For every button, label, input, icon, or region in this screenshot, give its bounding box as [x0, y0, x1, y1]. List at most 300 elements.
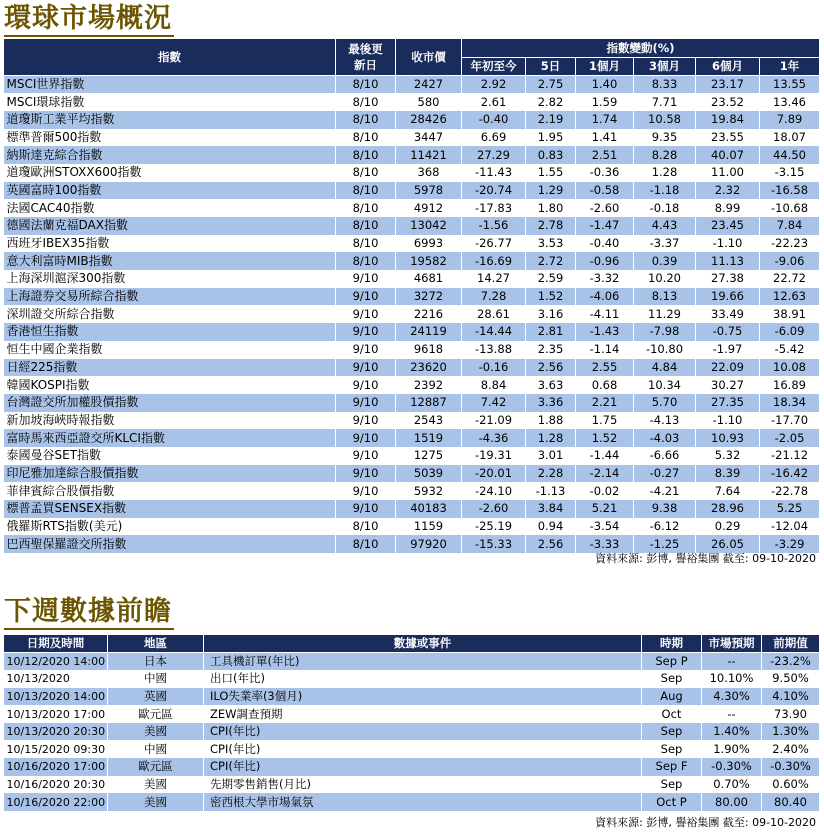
event-forecast: -0.30%	[702, 758, 762, 776]
last-update: 9/10	[336, 305, 396, 323]
change-1y: -3.15	[760, 164, 820, 182]
table-row	[4, 76, 820, 94]
change-6m: 33.49	[696, 305, 760, 323]
close-price: 580	[396, 93, 462, 111]
change-5d: -1.13	[526, 482, 576, 500]
last-update: 8/10	[336, 111, 396, 129]
change-3m: 11.29	[634, 305, 696, 323]
change-1y: 7.84	[760, 217, 820, 235]
change-ytd: -0.16	[462, 359, 526, 377]
table-row	[4, 252, 820, 270]
change-1m: 2.21	[576, 394, 634, 412]
change-1m: 2.55	[576, 359, 634, 377]
change-5d: 0.94	[526, 518, 576, 536]
event-region: 美國	[108, 723, 204, 741]
table-row	[4, 270, 820, 288]
change-1m: 1.59	[576, 93, 634, 111]
event-datetime: 10/16/2020 17:00	[4, 758, 108, 776]
change-6m: 10.93	[696, 429, 760, 447]
event-name: CPI(年比)	[204, 740, 642, 758]
index-name: 納斯達克綜合指數	[4, 146, 336, 164]
change-5d: 2.78	[526, 217, 576, 235]
close-price: 3272	[396, 288, 462, 306]
index-name: 標準普爾500指數	[4, 129, 336, 147]
market-source-note: 資料來源: 彭博, 譽裕集團 截至: 09-10-2020	[595, 552, 816, 565]
last-update: 8/10	[336, 217, 396, 235]
index-name: 台灣證交所加權股價指數	[4, 394, 336, 412]
change-6m: -1.10	[696, 235, 760, 253]
change-ytd: -4.36	[462, 429, 526, 447]
close-price: 3447	[396, 129, 462, 147]
change-5d: 2.72	[526, 252, 576, 270]
change-5d: 3.84	[526, 500, 576, 518]
table-row	[4, 740, 820, 758]
event-forecast: 0.70%	[702, 776, 762, 794]
event-region: 美國	[108, 776, 204, 794]
change-3m: -3.37	[634, 235, 696, 253]
change-5d: 1.80	[526, 199, 576, 217]
table-row	[4, 359, 820, 377]
index-name: 德國法蘭克福DAX指數	[4, 217, 336, 235]
event-period: Sep F	[642, 758, 702, 776]
event-datetime: 10/12/2020 14:00	[4, 653, 108, 671]
change-1m: 2.51	[576, 146, 634, 164]
event-name: 工具機訂單(年比)	[204, 653, 642, 671]
change-1m: -4.06	[576, 288, 634, 306]
change-5d: 0.83	[526, 146, 576, 164]
index-name: 香港恒生指數	[4, 323, 336, 341]
index-name: 俄羅斯RTS指數(美元)	[4, 518, 336, 536]
header-6m: 6個月	[696, 58, 760, 76]
table-row	[4, 323, 820, 341]
header-index: 指數	[4, 39, 336, 76]
last-update: 8/10	[336, 182, 396, 200]
event-name: 密西根大學市場氣氛	[204, 793, 642, 811]
change-3m: -0.27	[634, 465, 696, 483]
table-row	[4, 217, 820, 235]
change-6m: 23.45	[696, 217, 760, 235]
change-1m: -2.14	[576, 465, 634, 483]
change-6m: 22.09	[696, 359, 760, 377]
header-forecast: 市場預期	[702, 635, 762, 653]
change-1y: 18.34	[760, 394, 820, 412]
table-row	[4, 758, 820, 776]
change-1m: -1.43	[576, 323, 634, 341]
change-6m: -1.10	[696, 412, 760, 430]
next-week-data-title: 下週數據前瞻	[4, 596, 174, 630]
index-name: 恒生中國企業指數	[4, 341, 336, 359]
event-previous: 0.60%	[762, 776, 820, 794]
header-ytd: 年初至今	[462, 58, 526, 76]
change-3m: -1.25	[634, 535, 696, 553]
change-ytd: -26.77	[462, 235, 526, 253]
table-row	[4, 412, 820, 430]
change-3m: 10.34	[634, 376, 696, 394]
next-week-events-table	[3, 634, 820, 811]
market-overview-title: 環球市場概況	[4, 3, 174, 37]
change-6m: 30.27	[696, 376, 760, 394]
index-name: 上海證券交易所綜合指數	[4, 288, 336, 306]
change-ytd: -14.44	[462, 323, 526, 341]
index-name: 菲律賓綜合股價指數	[4, 482, 336, 500]
change-5d: 1.55	[526, 164, 576, 182]
close-price: 1275	[396, 447, 462, 465]
last-update: 9/10	[336, 270, 396, 288]
event-region: 英國	[108, 688, 204, 706]
change-3m: -1.18	[634, 182, 696, 200]
event-previous: 73.90	[762, 705, 820, 723]
change-ytd: -24.10	[462, 482, 526, 500]
table-row	[4, 688, 820, 706]
table-row	[4, 465, 820, 483]
event-name: ZEW調查預期	[204, 705, 642, 723]
header-last-update: 最後更新日	[336, 39, 396, 76]
last-update: 9/10	[336, 359, 396, 377]
change-ytd: -20.01	[462, 465, 526, 483]
index-name: 泰國曼谷SET指數	[4, 447, 336, 465]
header-datetime: 日期及時間	[4, 635, 108, 653]
change-1m: -2.60	[576, 199, 634, 217]
last-update: 9/10	[336, 394, 396, 412]
change-ytd: 8.84	[462, 376, 526, 394]
close-price: 2216	[396, 305, 462, 323]
table-row	[4, 129, 820, 147]
index-name: 韓國KOSPI指數	[4, 376, 336, 394]
last-update: 9/10	[336, 412, 396, 430]
table-row	[4, 482, 820, 500]
event-period: Sep	[642, 740, 702, 758]
change-6m: 26.05	[696, 535, 760, 553]
close-price: 1519	[396, 429, 462, 447]
last-update: 8/10	[336, 129, 396, 147]
header-period: 時期	[642, 635, 702, 653]
header-event: 數據或事件	[204, 635, 642, 653]
change-3m: 10.58	[634, 111, 696, 129]
change-1y: 44.50	[760, 146, 820, 164]
change-6m: 19.66	[696, 288, 760, 306]
change-6m: 8.39	[696, 465, 760, 483]
change-1m: -4.11	[576, 305, 634, 323]
change-3m: 8.28	[634, 146, 696, 164]
close-price: 24119	[396, 323, 462, 341]
change-1m: 1.75	[576, 412, 634, 430]
change-5d: 2.81	[526, 323, 576, 341]
change-3m: -4.13	[634, 412, 696, 430]
event-previous: -0.30%	[762, 758, 820, 776]
table-row	[4, 670, 820, 688]
change-1y: -2.05	[760, 429, 820, 447]
change-6m: 19.84	[696, 111, 760, 129]
last-update: 9/10	[336, 500, 396, 518]
change-1y: -10.68	[760, 199, 820, 217]
events-source-note: 資料來源: 彭博, 譽裕集團 截至: 09-10-2020	[595, 816, 816, 829]
event-datetime: 10/13/2020 14:00	[4, 688, 108, 706]
change-1y: 38.91	[760, 305, 820, 323]
change-1m: -0.40	[576, 235, 634, 253]
change-1m: 1.41	[576, 129, 634, 147]
event-forecast: 1.90%	[702, 740, 762, 758]
event-datetime: 10/13/2020 20:30	[4, 723, 108, 741]
change-3m: 10.20	[634, 270, 696, 288]
close-price: 368	[396, 164, 462, 182]
table-row	[4, 146, 820, 164]
event-previous: 2.40%	[762, 740, 820, 758]
change-3m: -4.03	[634, 429, 696, 447]
change-6m: 7.64	[696, 482, 760, 500]
close-price: 9618	[396, 341, 462, 359]
close-price: 19582	[396, 252, 462, 270]
table-row	[4, 111, 820, 129]
table-row	[4, 341, 820, 359]
change-5d: 2.59	[526, 270, 576, 288]
event-period: Oct	[642, 705, 702, 723]
index-name: MSCI世界指數	[4, 76, 336, 94]
event-datetime: 10/16/2020 20:30	[4, 776, 108, 794]
change-1y: -5.42	[760, 341, 820, 359]
header-close: 收市價	[396, 39, 462, 76]
last-update: 9/10	[336, 465, 396, 483]
change-1m: 1.52	[576, 429, 634, 447]
close-price: 13042	[396, 217, 462, 235]
change-ytd: -0.40	[462, 111, 526, 129]
change-1m: 1.40	[576, 76, 634, 94]
event-name: ILO失業率(3個月)	[204, 688, 642, 706]
event-period: Sep	[642, 723, 702, 741]
change-5d: 2.82	[526, 93, 576, 111]
change-3m: 9.38	[634, 500, 696, 518]
event-name: CPI(年比)	[204, 723, 642, 741]
change-6m: 23.17	[696, 76, 760, 94]
change-ytd: -20.74	[462, 182, 526, 200]
close-price: 97920	[396, 535, 462, 553]
change-3m: -0.18	[634, 199, 696, 217]
event-previous: 1.30%	[762, 723, 820, 741]
last-update: 8/10	[336, 535, 396, 553]
change-5d: 2.19	[526, 111, 576, 129]
event-forecast: 4.30%	[702, 688, 762, 706]
change-ytd: 2.61	[462, 93, 526, 111]
event-region: 歐元區	[108, 758, 204, 776]
table-row	[4, 305, 820, 323]
last-update: 8/10	[336, 235, 396, 253]
change-1y: 5.25	[760, 500, 820, 518]
close-price: 5039	[396, 465, 462, 483]
last-update: 9/10	[336, 482, 396, 500]
table-row	[4, 723, 820, 741]
change-3m: -7.98	[634, 323, 696, 341]
change-1y: 18.07	[760, 129, 820, 147]
change-6m: 23.55	[696, 129, 760, 147]
event-previous: 4.10%	[762, 688, 820, 706]
change-1y: 10.08	[760, 359, 820, 377]
event-period: Sep P	[642, 653, 702, 671]
close-price: 6993	[396, 235, 462, 253]
index-name: 法國CAC40指數	[4, 199, 336, 217]
last-update: 8/10	[336, 252, 396, 270]
change-1y: 12.63	[760, 288, 820, 306]
change-6m: -1.97	[696, 341, 760, 359]
change-5d: 2.75	[526, 76, 576, 94]
change-1m: -3.32	[576, 270, 634, 288]
change-6m: 27.35	[696, 394, 760, 412]
change-1y: -21.12	[760, 447, 820, 465]
header-previous: 前期值	[762, 635, 820, 653]
change-1m: 5.21	[576, 500, 634, 518]
last-update: 9/10	[336, 429, 396, 447]
table-row	[4, 288, 820, 306]
change-1y: -17.70	[760, 412, 820, 430]
change-6m: 8.99	[696, 199, 760, 217]
header-5d: 5日	[526, 58, 576, 76]
event-region: 中國	[108, 740, 204, 758]
change-3m: 7.71	[634, 93, 696, 111]
table-row	[4, 793, 820, 811]
change-1m: -3.33	[576, 535, 634, 553]
header-change-group: 指數變動(%)	[462, 39, 820, 58]
change-1y: -12.04	[760, 518, 820, 536]
table-row	[4, 429, 820, 447]
close-price: 2543	[396, 412, 462, 430]
event-period: Oct P	[642, 793, 702, 811]
close-price: 2427	[396, 76, 462, 94]
change-1m: 0.68	[576, 376, 634, 394]
table-row	[4, 93, 820, 111]
change-1m: -1.47	[576, 217, 634, 235]
event-previous: 9.50%	[762, 670, 820, 688]
change-1y: 13.46	[760, 93, 820, 111]
table-row	[4, 500, 820, 518]
change-6m: 23.52	[696, 93, 760, 111]
change-5d: 3.16	[526, 305, 576, 323]
event-forecast: --	[702, 705, 762, 723]
close-price: 11421	[396, 146, 462, 164]
change-1m: -1.14	[576, 341, 634, 359]
last-update: 8/10	[336, 93, 396, 111]
change-3m: -6.12	[634, 518, 696, 536]
event-datetime: 10/13/2020 17:00	[4, 705, 108, 723]
change-ytd: 6.69	[462, 129, 526, 147]
event-forecast: 10.10%	[702, 670, 762, 688]
header-1y: 1年	[760, 58, 820, 76]
change-6m: 28.96	[696, 500, 760, 518]
event-datetime: 10/13/2020	[4, 670, 108, 688]
change-ytd: -19.31	[462, 447, 526, 465]
event-region: 歐元區	[108, 705, 204, 723]
change-ytd: 7.42	[462, 394, 526, 412]
close-price: 5932	[396, 482, 462, 500]
close-price: 40183	[396, 500, 462, 518]
change-3m: 9.35	[634, 129, 696, 147]
close-price: 4681	[396, 270, 462, 288]
change-1y: 16.89	[760, 376, 820, 394]
change-ytd: -15.33	[462, 535, 526, 553]
event-name: 出口(年比)	[204, 670, 642, 688]
change-5d: 2.56	[526, 359, 576, 377]
change-ytd: -13.88	[462, 341, 526, 359]
change-5d: 1.52	[526, 288, 576, 306]
change-6m: 11.13	[696, 252, 760, 270]
last-update: 8/10	[336, 199, 396, 217]
table-row	[4, 376, 820, 394]
change-5d: 2.35	[526, 341, 576, 359]
change-ytd: -21.09	[462, 412, 526, 430]
index-name: MSCI環球指數	[4, 93, 336, 111]
change-6m: -0.75	[696, 323, 760, 341]
last-update: 8/10	[336, 518, 396, 536]
last-update: 9/10	[336, 341, 396, 359]
table-row	[4, 394, 820, 412]
close-price: 4912	[396, 199, 462, 217]
change-6m: 40.07	[696, 146, 760, 164]
change-1m: -0.36	[576, 164, 634, 182]
change-5d: 1.29	[526, 182, 576, 200]
table-row	[4, 518, 820, 536]
change-1y: -3.29	[760, 535, 820, 553]
change-3m: -10.80	[634, 341, 696, 359]
event-name: CPI(年比)	[204, 758, 642, 776]
last-update: 8/10	[336, 76, 396, 94]
table-row	[4, 705, 820, 723]
last-update: 8/10	[336, 164, 396, 182]
index-name: 意大利富時MIB指數	[4, 252, 336, 270]
change-5d: 2.28	[526, 465, 576, 483]
change-ytd: -16.69	[462, 252, 526, 270]
change-5d: 3.63	[526, 376, 576, 394]
change-3m: 0.39	[634, 252, 696, 270]
index-name: 道瓊斯工業平均指數	[4, 111, 336, 129]
index-name: 富時馬來西亞證交所KLCI指數	[4, 429, 336, 447]
change-ytd: -1.56	[462, 217, 526, 235]
change-1m: -0.58	[576, 182, 634, 200]
table-row	[4, 199, 820, 217]
change-1y: -6.09	[760, 323, 820, 341]
change-1y: -16.42	[760, 465, 820, 483]
last-update: 9/10	[336, 323, 396, 341]
header-region: 地區	[108, 635, 204, 653]
change-5d: 3.53	[526, 235, 576, 253]
last-update: 9/10	[336, 288, 396, 306]
change-5d: 1.28	[526, 429, 576, 447]
change-1m: 1.74	[576, 111, 634, 129]
header-1m: 1個月	[576, 58, 634, 76]
change-3m: 1.28	[634, 164, 696, 182]
close-price: 5978	[396, 182, 462, 200]
change-5d: 3.36	[526, 394, 576, 412]
change-1m: -0.96	[576, 252, 634, 270]
close-price: 2392	[396, 376, 462, 394]
last-update: 8/10	[336, 146, 396, 164]
change-ytd: 7.28	[462, 288, 526, 306]
event-previous: 80.40	[762, 793, 820, 811]
event-previous: -23.2%	[762, 653, 820, 671]
change-ytd: 2.92	[462, 76, 526, 94]
change-3m: 4.43	[634, 217, 696, 235]
market-overview-table	[3, 38, 820, 553]
change-ytd: -11.43	[462, 164, 526, 182]
change-1y: -16.58	[760, 182, 820, 200]
change-ytd: 14.27	[462, 270, 526, 288]
table-row	[4, 235, 820, 253]
event-region: 美國	[108, 793, 204, 811]
change-1y: 7.89	[760, 111, 820, 129]
change-5d: 3.01	[526, 447, 576, 465]
change-1y: 13.55	[760, 76, 820, 94]
last-update: 9/10	[336, 447, 396, 465]
close-price: 28426	[396, 111, 462, 129]
index-name: 標普孟買SENSEX指數	[4, 500, 336, 518]
index-name: 英國富時100指數	[4, 182, 336, 200]
event-period: Aug	[642, 688, 702, 706]
